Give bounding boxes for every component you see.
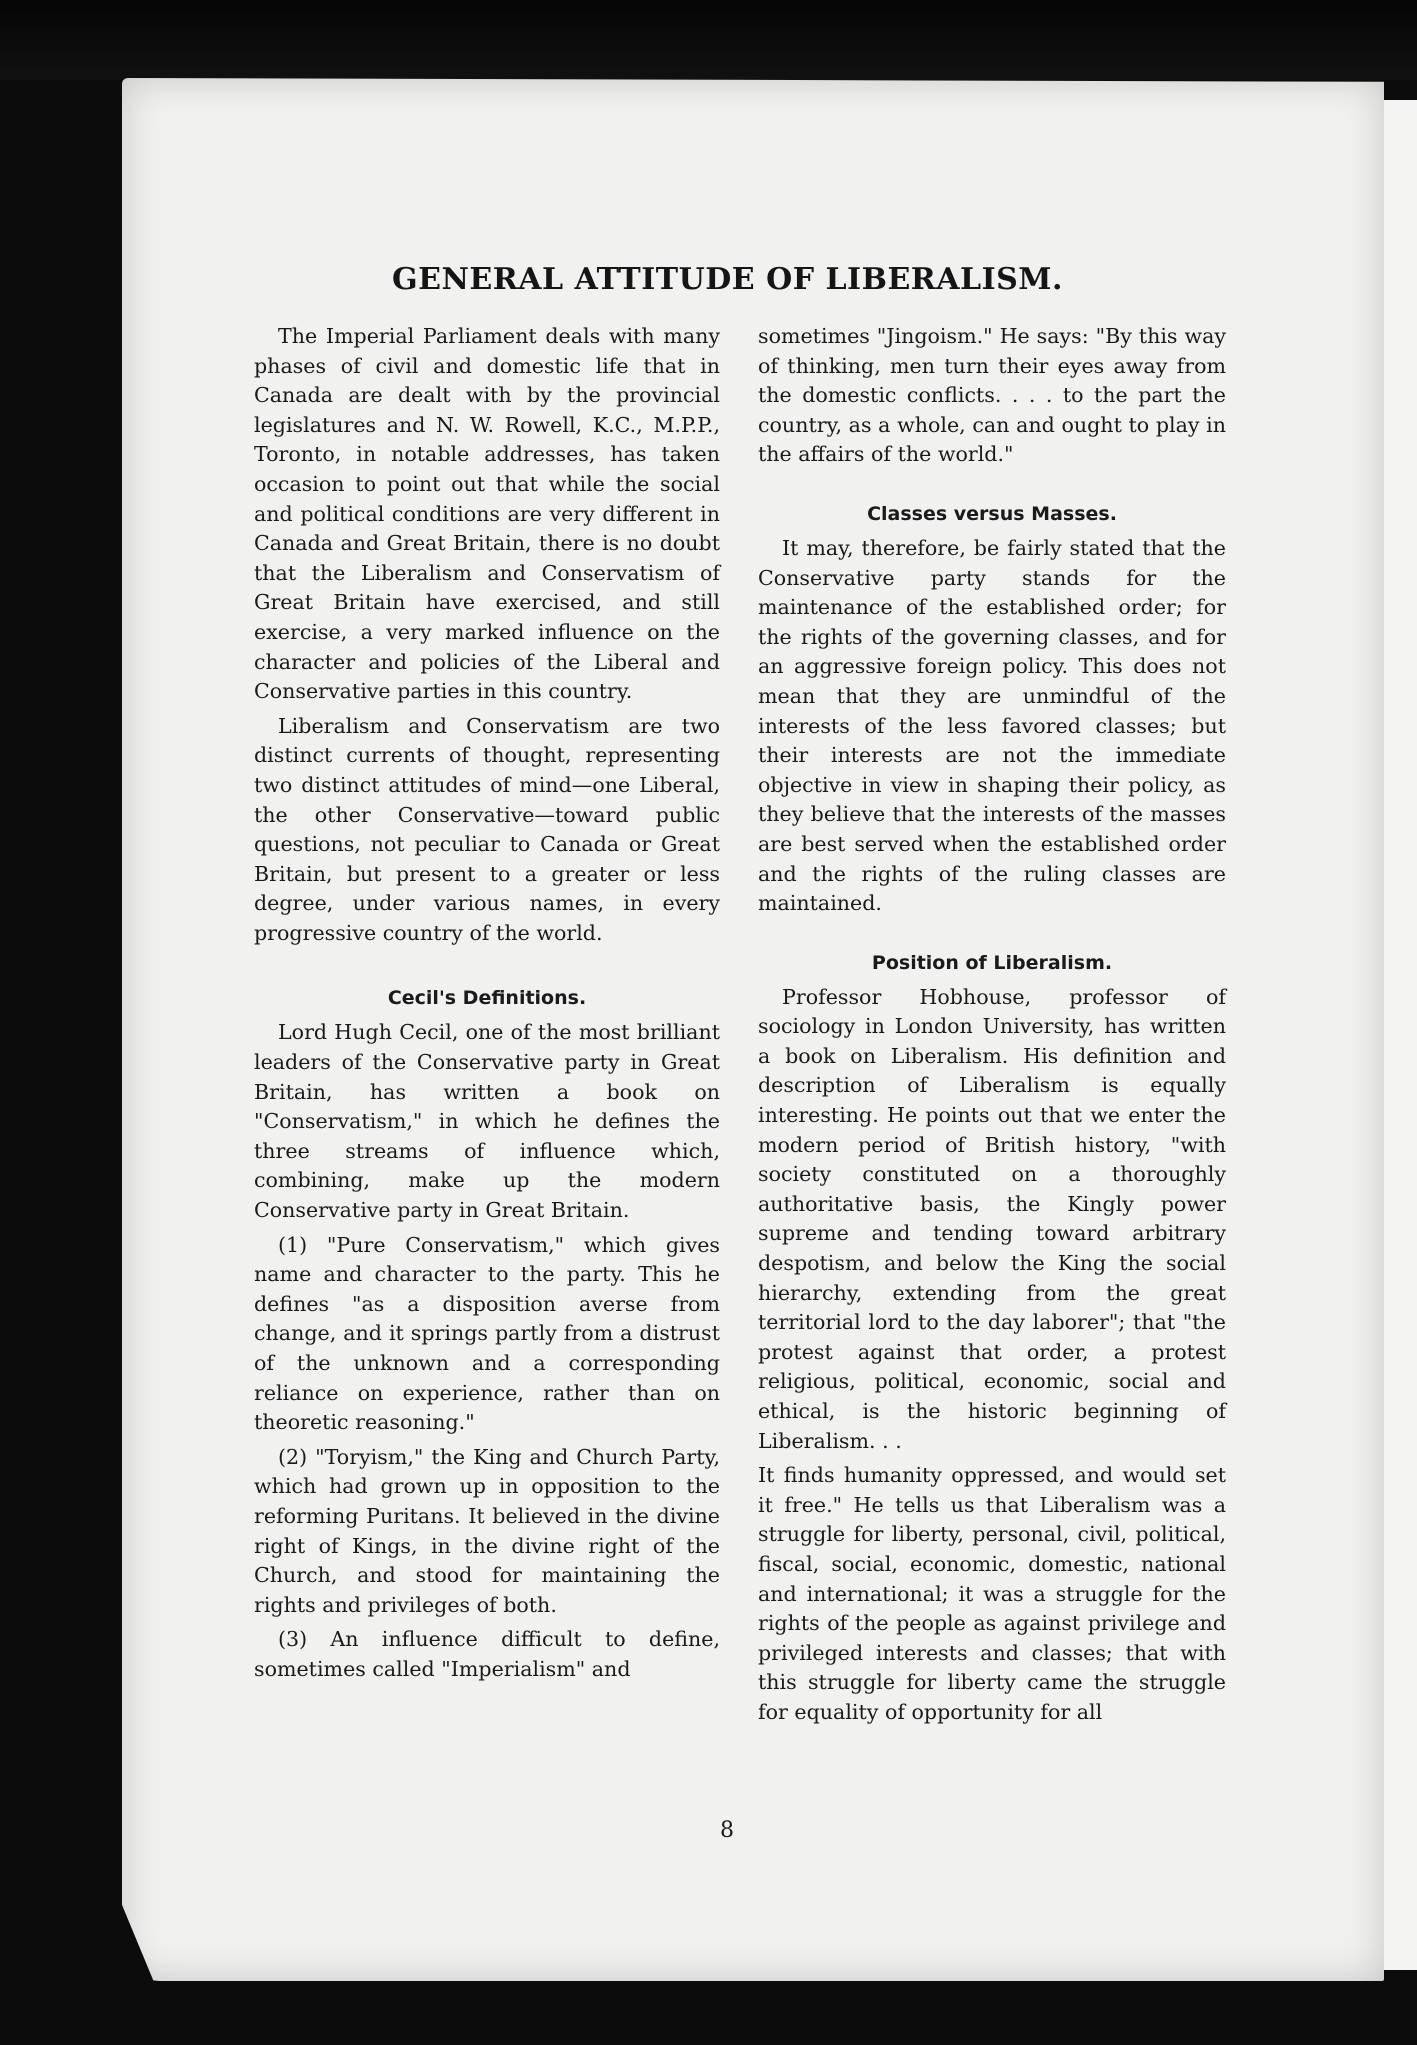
paragraph: Professor Hobhouse, professor of sociology in London University, has written a book on Liberalism. His definition and description of Liberalism is equally interesting. He points out that we enter the modern period of British history, "with society constituted on a thoroughly authoritative basis, the Kingly power supreme and tending toward arbitrary despotism, and below the King the social hierarchy, extending from the great territorial lord to the day laborer"; that "the protest against that order, a protest religious, political, economic, social and ethical, is the historic beginning of Liberalism. . . bbox=[758, 984, 1226, 1453]
right-column bbox=[758, 322, 1226, 1733]
section-heading-classes-versus-masses: Classes versus Masses. bbox=[867, 502, 1117, 525]
paragraph: The Imperial Parliament deals with many phases of civil and domestic life that in Canada are dealt with by the provincial legislatures and N. W. Rowell, K.C., M.P.P., Toronto, in notable addresses, has taken occasion to point out that while the social and political conditions are very different in Canada and Great Britain, there is no doubt that the Liberalism and Conservatism of Great Britain have exercised, and still exercise, a very marked influence on the character and policies of the Liberal and Conservative parties in this country. bbox=[254, 324, 720, 704]
paragraph: Lord Hugh Cecil, one of the most brilliant leaders of the Conservative party in Great Britain, has written a book on "Conservatism," in which he defines the three streams of influence which, combining, make up the modern Conservative party in Great Britain. bbox=[254, 1020, 720, 1223]
paragraph: It finds humanity oppressed, and would set it free." He tells us that Liberalism was a struggle for liberty, personal, civil, political, fiscal, social, economic, domestic, national and international; it was a struggle for the rights of the people as against privilege and privileged interests and classes; that with this struggle for liberty came the struggle for equality of opportunity for all bbox=[758, 1463, 1226, 1724]
page-title: GENERAL ATTITUDE OF LIBERALISM. bbox=[392, 262, 1063, 297]
paragraph: Liberalism and Conservatism are two distinct currents of thought, representing two distinct attitudes of mind—one Liberal, the other Conservative—toward public questions, not peculiar to Canada or Great Britain, but present to a greater or less degree, under various names, in every progressive country of the world. bbox=[254, 713, 720, 945]
left-column bbox=[254, 322, 720, 1690]
section-heading-position-of-liberalism: Position of Liberalism. bbox=[871, 951, 1113, 974]
section-heading-cecils-definitions: Cecil's Definitions. bbox=[387, 987, 587, 1010]
paragraph: (2) "Toryism," the King and Church Party, which had grown up in opposition to the reforming Puritans. It believed in the divine right of Kings, in the divine right of the Church, and stood for maintaining the rights and privileges of both. bbox=[254, 1444, 720, 1617]
paragraph: (3) An influence difficult to define, sometimes called "Imperialism" and bbox=[254, 1627, 720, 1681]
page-number: 8 bbox=[720, 1818, 734, 1843]
paragraph: sometimes "Jingoism." He says: "By this way of thinking, men turn their eyes away from the domestic conflicts. . . . to the part the country, as a whole, can and ought to play in the affairs of the world." bbox=[758, 324, 1226, 467]
paragraph: It may, therefore, be fairly stated that the Conservative party stands for the maintenance of the established order; for the rights of the governing classes, and for an aggressive foreign policy. This does not mean that they are unmindful of the interests of the less favored classes; but their interests are not the immediate objective in view in shaping their policy, as they believe that the interests of the masses are best served when the established order and the rights of the ruling classes are maintained. bbox=[758, 535, 1226, 916]
scan-background bbox=[0, 0, 1417, 80]
paragraph: (1) "Pure Conservatism," which gives name and character to the party. This he defines "as a disposition averse from change, and it springs partly from a distrust of the unknown and a corresponding reliance on experience, rather than on theoretic reasoning." bbox=[254, 1232, 720, 1435]
